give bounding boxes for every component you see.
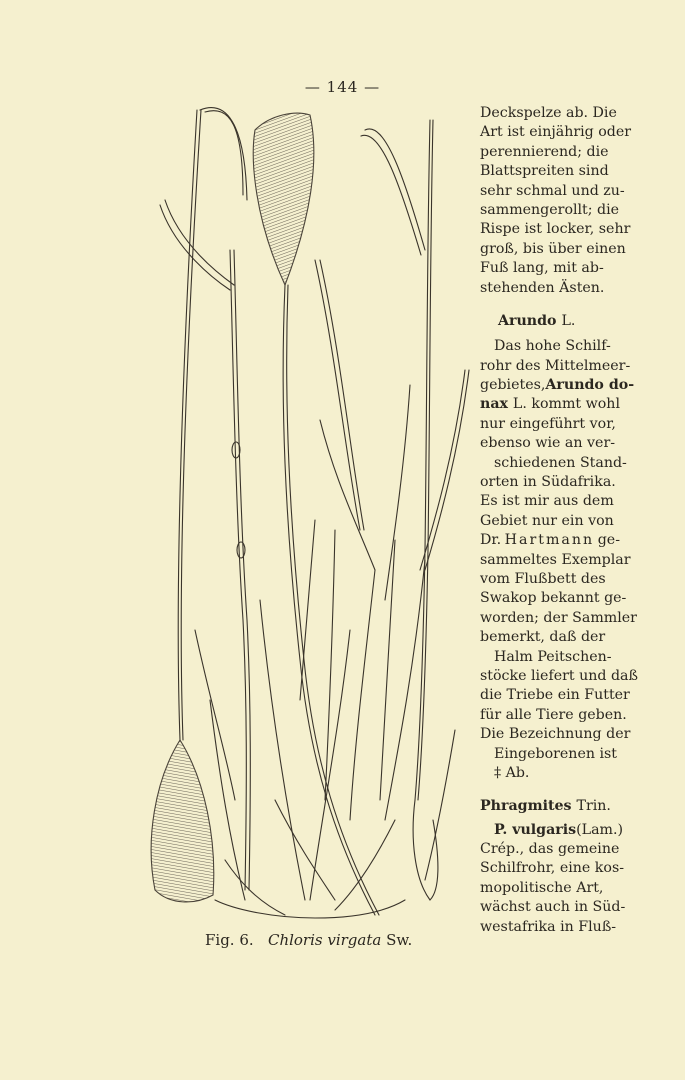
text-line: bemerkt, daß der xyxy=(480,629,606,646)
text-line: schiedenen Stand- xyxy=(494,454,627,471)
text-line: gebietes, Arundo do- xyxy=(480,376,620,395)
text-line: Gebiet nur ein von xyxy=(480,512,614,529)
text-line: sammeltes Exemplar xyxy=(480,551,631,568)
species-name: Arundo do- xyxy=(545,377,635,394)
text-line: Das hohe Schilf- xyxy=(494,338,611,355)
text-line: Crép., das gemeine xyxy=(480,841,620,858)
grass-illustration xyxy=(135,100,475,930)
text-line: Schilfrohr, eine kos- xyxy=(480,860,625,877)
text-line: westafrika in Fluß- xyxy=(480,918,617,935)
section-heading-arundo xyxy=(480,312,620,331)
text-line: ebenso wie an ver- xyxy=(480,435,616,452)
text-line: rohr des Mittelmeer- xyxy=(480,357,631,374)
text-line: stöcke liefert und daß xyxy=(480,667,638,684)
text-line: Dr. Hartmann ge- xyxy=(480,531,620,550)
text-line: vom Flußbett des xyxy=(480,570,606,587)
page-number: — 144 — xyxy=(304,78,381,96)
caption-prefix: Fig. 6. xyxy=(205,931,254,949)
text-line: nur eingeführt vor, xyxy=(480,415,616,432)
text-line: Art ist einjährig oder xyxy=(480,124,632,141)
text-line: perennierend; die xyxy=(480,143,609,160)
text-line xyxy=(480,821,624,840)
text-line: Halm Peitschen- xyxy=(494,648,612,665)
text-line: mopolitische Art, xyxy=(480,879,604,896)
genus-name: Arundo xyxy=(498,312,557,329)
caption-species: Chloris virgata xyxy=(267,931,382,949)
text-line: Fuß lang, mit ab- xyxy=(480,260,604,277)
text-line: Die Bezeichnung der xyxy=(480,726,631,743)
text-line: worden; der Sammler xyxy=(480,609,637,626)
species-author: (Lam.) xyxy=(576,821,624,838)
text-line: Swakop bekannt ge- xyxy=(480,590,627,607)
genus-author: Trin. xyxy=(576,798,611,815)
text-line: groß, bis über einen xyxy=(480,240,626,257)
text-line: Rispe ist locker, sehr xyxy=(480,221,631,238)
text-line: nax L. kommt wohl xyxy=(480,395,620,414)
species-name: nax xyxy=(480,396,508,413)
species-name: P. vulgaris xyxy=(494,821,577,838)
caption-author: Sw. xyxy=(386,931,413,949)
text-line: wächst auch in Süd- xyxy=(480,899,626,916)
text-line: ‡ Ab. xyxy=(494,764,530,781)
text-column xyxy=(480,104,638,937)
text-line: Eingeborenen ist xyxy=(494,745,618,762)
text-line: Blattspreiten sind xyxy=(480,163,609,180)
figure-caption xyxy=(205,931,412,949)
text-line: Es ist mir aus dem xyxy=(480,493,614,510)
text-line: orten in Südafrika. xyxy=(480,474,616,491)
section-heading-phragmites xyxy=(480,797,620,816)
genus-author: L. xyxy=(561,312,576,329)
text-line: Deckspelze ab. Die xyxy=(480,105,617,121)
person-name: Hartmann xyxy=(504,532,595,549)
text-line: sehr schmal und zu- xyxy=(480,182,625,199)
text-line: für alle Tiere geben. xyxy=(480,706,627,723)
text-line: stehenden Ästen. xyxy=(480,279,605,296)
text-line: die Triebe ein Futter xyxy=(480,687,630,704)
text-line: sammengerollt; die xyxy=(480,201,620,218)
genus-name: Phragmites xyxy=(480,798,572,815)
